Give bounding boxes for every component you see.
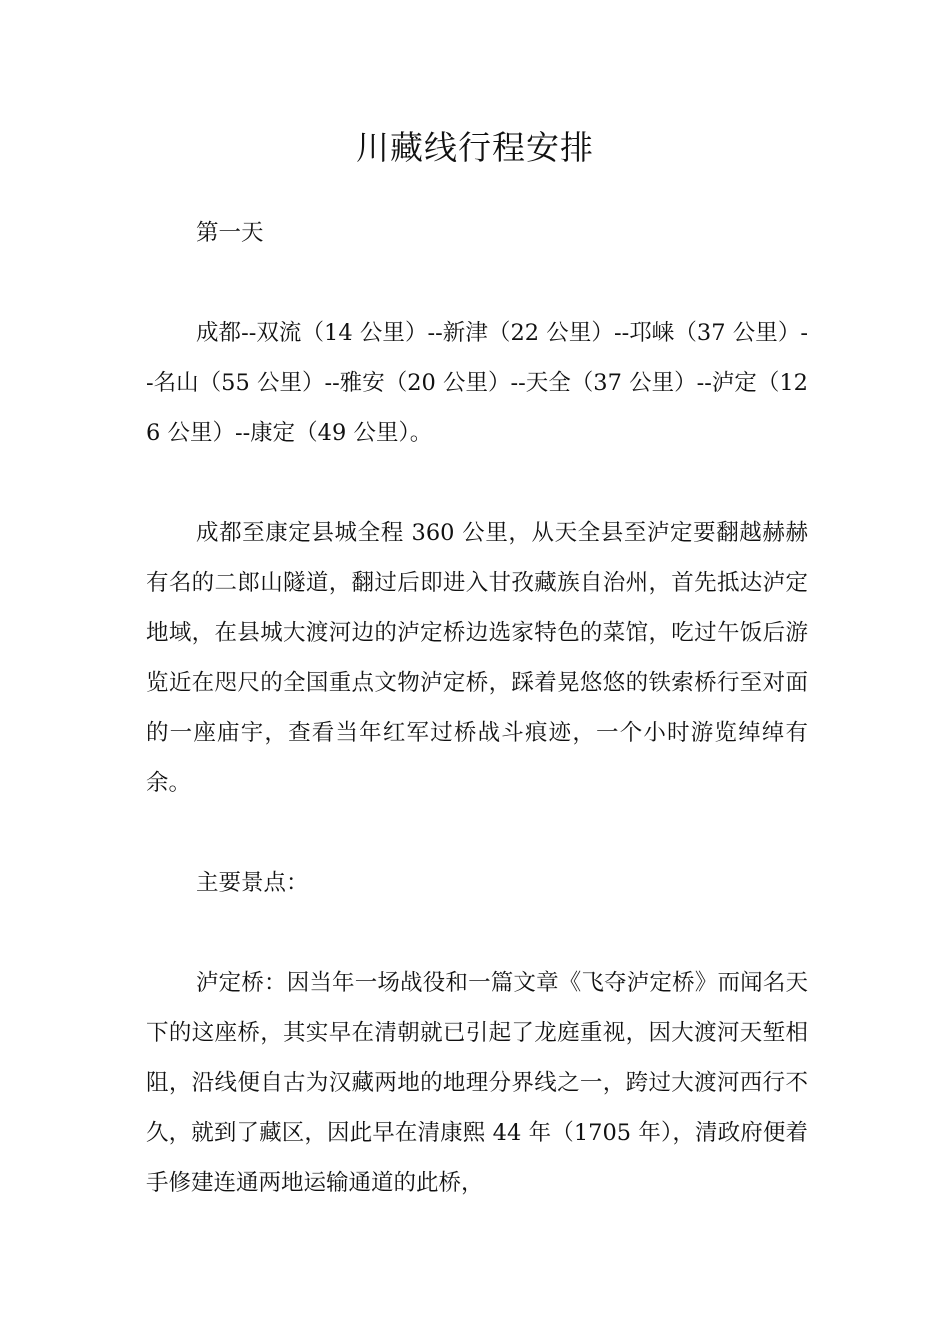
route-paragraph: 成都--双流（14 公里）--新津（22 公里）--邛崃（37 公里）--名山（55 公里）--雅安（20 公里）--天全（37 公里）--泸定（126 公里）--康定（49 公里）。 — [146, 320, 808, 446]
luding-bridge-paragraph: 泸定桥：因当年一场战役和一篇文章《飞夺泸定桥》而闻名天下的这座桥，其实早在清朝就已引起了龙庭重视，因大渡河天堑相阻，沿线便自古为汉藏两地的地理分界线之一，跨过大渡河西行不久，就到了藏区，因此早在清康熙 44 年（1705 年），清政府便着手修建连通两地运输通道的此桥， — [146, 970, 808, 1196]
description-paragraph: 成都至康定县城全程 360 公里，从天全县至泸定要翻越赫赫有名的二郎山隧道，翻过后即进入甘孜藏族自治州，首先抵达泸定地域，在县城大渡河边的泸定桥边选家特色的菜馆，吃过午饭后游览近在咫尺的全国重点文物泸定桥，踩着晃悠悠的铁索桥行至对面的一座庙宇，查看当年红军过桥战斗痕迹，一个小时游览绰绰有余。 — [146, 520, 808, 796]
day-heading: 第一天 — [196, 220, 264, 246]
sights-heading: 主要景点： — [196, 870, 309, 896]
document-title: 川藏线行程安排 — [356, 128, 594, 168]
